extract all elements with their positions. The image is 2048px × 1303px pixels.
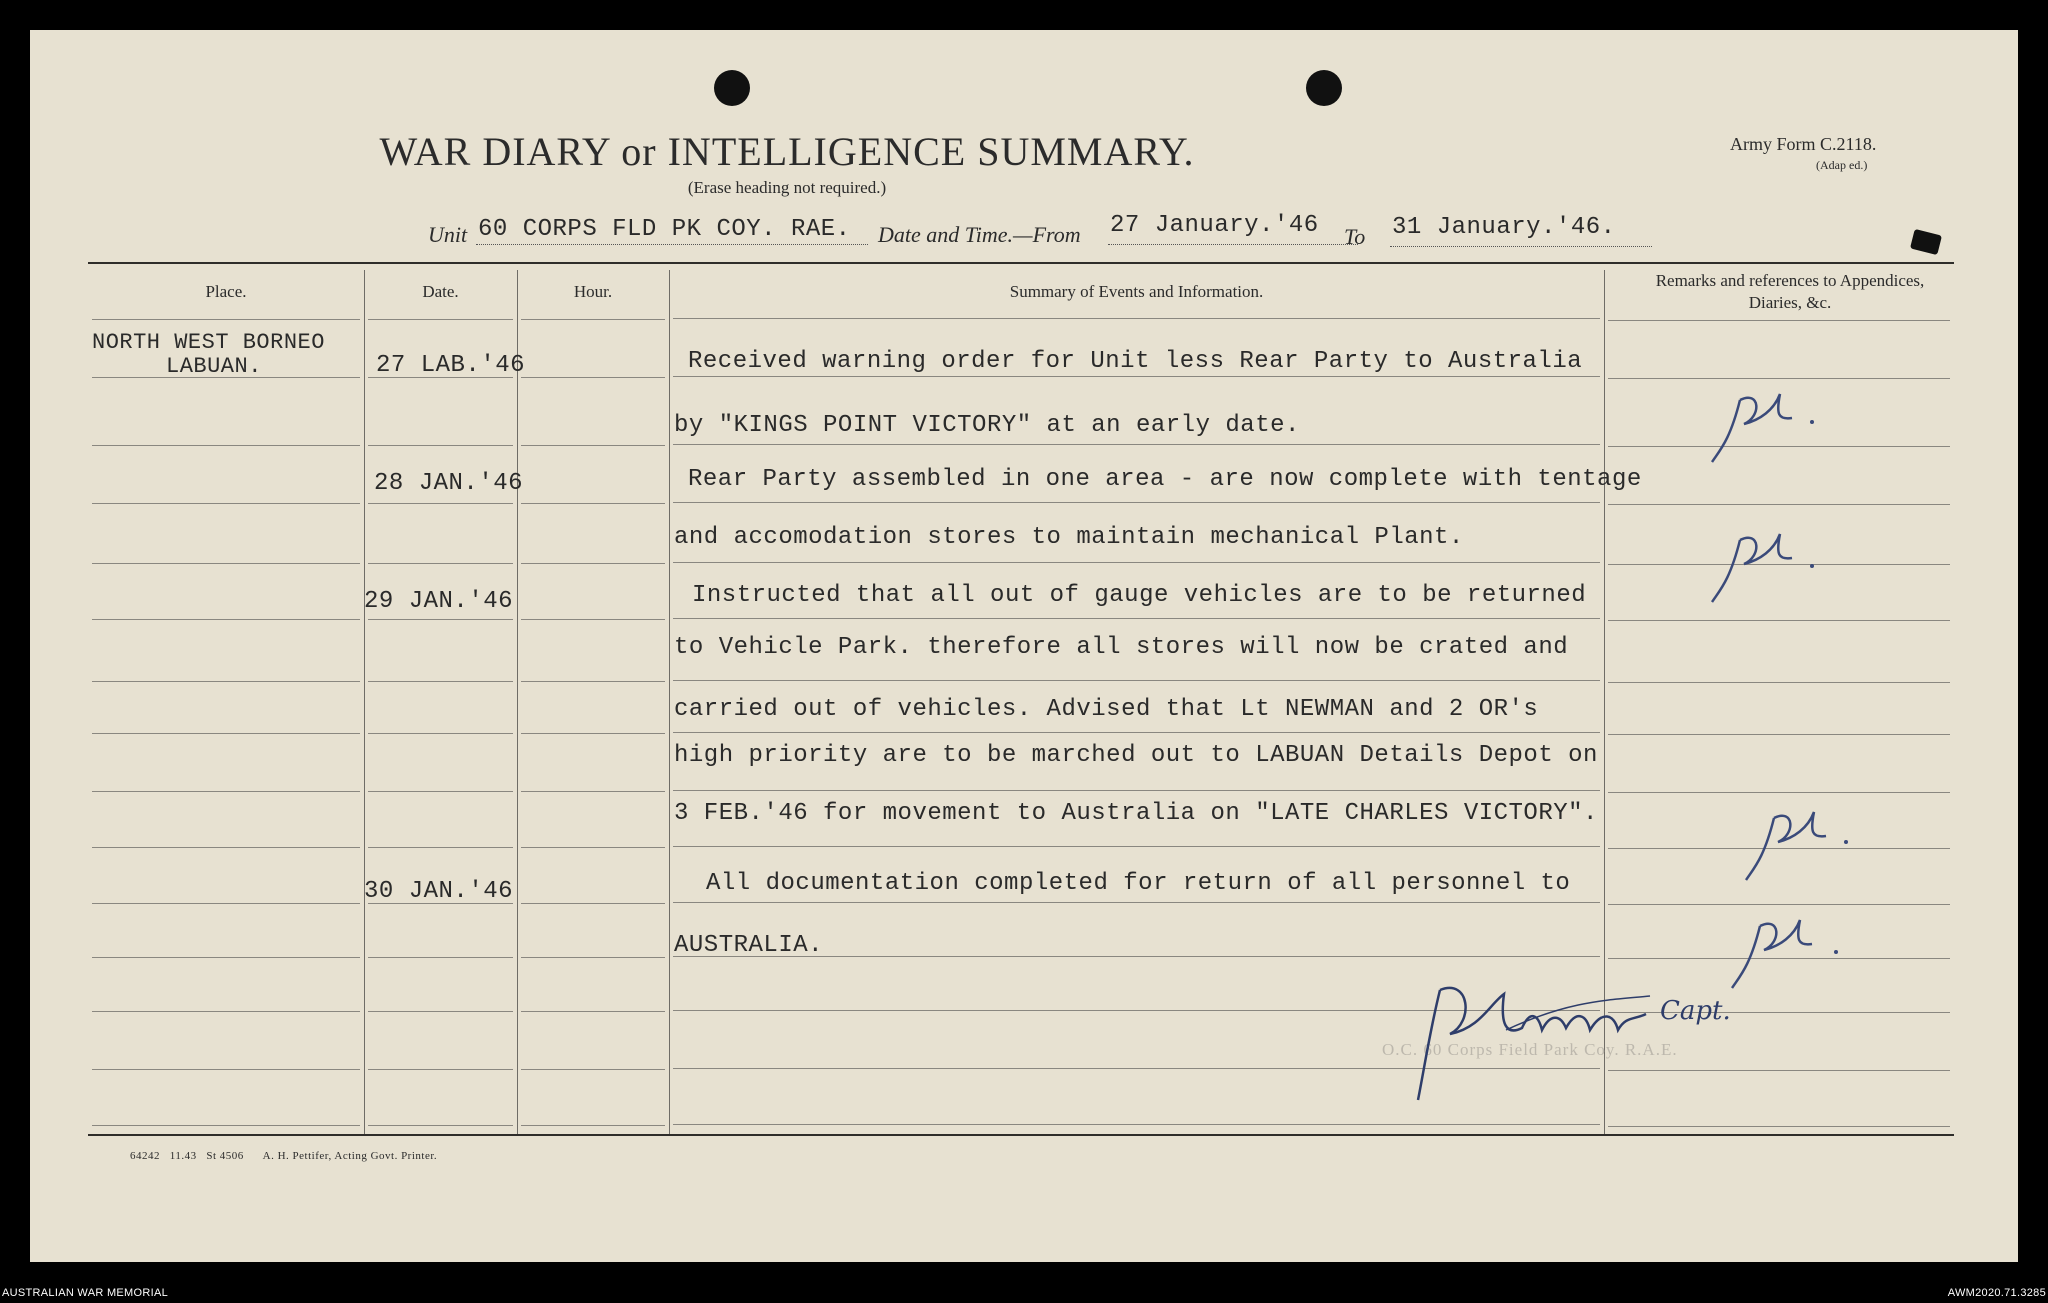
unit-label: Unit	[428, 222, 468, 247]
row-rule	[521, 1011, 665, 1012]
printer-imprint: 64242 11.43 St 4506 A. H. Pettifer, Acting Govt. Printer.	[130, 1150, 438, 1162]
row-rule	[92, 619, 360, 620]
row-rule	[1608, 320, 1950, 321]
row-rule	[92, 957, 360, 958]
entry-date-3: 29 JAN.'46	[364, 588, 514, 615]
row-rule	[673, 846, 1600, 847]
row-rule	[92, 681, 360, 682]
row-rule	[521, 957, 665, 958]
row-rule	[368, 563, 513, 564]
row-rule	[521, 791, 665, 792]
initials-icon	[1734, 798, 1854, 888]
summary-line: to Vehicle Park. therefore all stores will now be crated and	[674, 634, 1569, 661]
row-rule	[368, 319, 513, 320]
archive-source: AUSTRALIAN WAR MEMORIAL	[2, 1287, 169, 1299]
row-rule	[368, 1011, 513, 1012]
row-rule	[368, 733, 513, 734]
column-divider	[364, 270, 365, 1134]
row-rule	[521, 377, 665, 378]
unit-dotted-line	[476, 244, 868, 245]
row-rule	[368, 1125, 513, 1126]
row-rule	[1608, 378, 1950, 379]
to-label: To	[1344, 224, 1366, 249]
date-to-value: 31 January.'46.	[1392, 214, 1616, 241]
row-rule	[92, 445, 360, 446]
column-header-remarks: Remarks and references to Appendices, Diaries, &c.	[1655, 271, 1925, 312]
from-dotted-line	[1108, 244, 1358, 245]
row-rule	[92, 1069, 360, 1070]
row-rule	[1608, 734, 1950, 735]
datetime-label: Date and Time.—From	[878, 222, 1081, 247]
row-rule	[673, 318, 1600, 319]
summary-line: All documentation completed for return of all personnel to	[706, 870, 1571, 897]
row-rule	[521, 619, 665, 620]
date-from-value: 27 January.'46	[1110, 212, 1319, 239]
summary-line: high priority are to be marched out to LABUAN Details Depot on	[674, 742, 1598, 769]
row-rule	[368, 847, 513, 848]
row-rule	[1608, 1126, 1950, 1127]
punch-hole-icon	[714, 70, 750, 106]
summary-line: and accomodation stores to maintain mechanical Plant.	[674, 524, 1464, 551]
row-rule	[1608, 792, 1950, 793]
row-rule	[673, 562, 1600, 563]
form-subtitle: (Erase heading not required.)	[687, 178, 887, 197]
row-rule	[521, 847, 665, 848]
entry-date-4: 30 JAN.'46	[364, 878, 514, 905]
row-rule	[521, 1125, 665, 1126]
row-rule	[521, 903, 665, 904]
row-rule	[673, 680, 1600, 681]
row-rule	[92, 503, 360, 504]
row-rule	[1608, 620, 1950, 621]
entry-date-1: 27 LAB.'46	[376, 352, 526, 379]
row-rule	[92, 1011, 360, 1012]
summary-line: Received warning order for Unit less Rear Party to Australia	[688, 348, 1583, 375]
row-rule	[368, 791, 513, 792]
row-rule	[521, 681, 665, 682]
corner-mark	[1910, 229, 1942, 255]
summary-line: carried out of vehicles. Advised that Lt NEWMAN and 2 OR's	[674, 696, 1539, 723]
row-rule	[368, 957, 513, 958]
table-top-rule	[88, 262, 1954, 264]
row-rule	[92, 903, 360, 904]
row-rule	[92, 1125, 360, 1126]
row-rule	[521, 1069, 665, 1070]
initials-icon	[1700, 380, 1820, 470]
initials-icon	[1720, 906, 1840, 996]
row-rule	[368, 681, 513, 682]
row-rule	[673, 732, 1600, 733]
entry-date-2: 28 JAN.'46	[374, 470, 524, 497]
row-rule	[92, 847, 360, 848]
summary-line: AUSTRALIA.	[674, 932, 824, 959]
row-rule	[1608, 904, 1950, 905]
column-divider	[517, 270, 518, 1134]
archive-reference: AWM2020.71.3285	[1947, 1287, 2046, 1299]
row-rule	[368, 503, 513, 504]
summary-line: Instructed that all out of gauge vehicles are to be returned	[692, 582, 1587, 609]
army-form-adapted: (Adap ed.)	[1816, 158, 1868, 172]
row-rule	[673, 902, 1600, 903]
form-title: WAR DIARY or INTELLIGENCE SUMMARY.	[379, 129, 1195, 174]
row-rule	[673, 618, 1600, 619]
punch-hole-icon	[1306, 70, 1342, 106]
row-rule	[368, 445, 513, 446]
summary-line: by "KINGS POINT VICTORY" at an early date.	[674, 412, 1300, 439]
row-rule	[673, 790, 1600, 791]
row-rule	[521, 319, 665, 320]
row-rule	[92, 319, 360, 320]
row-rule	[521, 503, 665, 504]
summary-line: 3 FEB.'46 for movement to Australia on "LATE CHARLES VICTORY".	[674, 800, 1598, 827]
place-line-1: NORTH WEST BORNEO	[92, 330, 325, 355]
commander-stamp: O.C. 60 Corps Field Park Coy. R.A.E.	[1382, 1040, 1678, 1059]
row-rule	[521, 563, 665, 564]
column-header-summary: Summary of Events and Information.	[1009, 282, 1264, 301]
row-rule	[1608, 504, 1950, 505]
row-rule	[673, 502, 1600, 503]
army-form-number: Army Form C.2118.	[1730, 134, 1877, 154]
place-line-2: LABUAN.	[166, 354, 262, 379]
row-rule	[368, 1069, 513, 1070]
table-bottom-rule	[88, 1134, 1954, 1136]
row-rule	[673, 444, 1600, 445]
row-rule	[92, 563, 360, 564]
initials-icon	[1700, 520, 1820, 610]
row-rule	[521, 445, 665, 446]
diary-page	[30, 30, 2018, 1262]
column-header-date: Date.	[422, 282, 459, 301]
row-rule	[92, 791, 360, 792]
row-rule	[673, 1124, 1600, 1125]
unit-value: 60 CORPS FLD PK COY. RAE.	[478, 216, 851, 243]
row-rule	[92, 733, 360, 734]
row-rule	[368, 619, 513, 620]
to-dotted-line	[1390, 246, 1652, 247]
row-rule	[521, 733, 665, 734]
signature-rank: Capt.	[1660, 996, 1731, 1026]
summary-line: Rear Party assembled in one area - are now complete with tentage	[688, 466, 1642, 493]
signature-icon	[1410, 970, 1660, 1110]
row-rule	[673, 376, 1600, 377]
archive-footer	[0, 1262, 2048, 1303]
column-header-place: Place.	[205, 282, 247, 301]
row-rule	[1608, 682, 1950, 683]
column-header-hour: Hour.	[573, 282, 613, 301]
column-divider	[669, 270, 670, 1134]
